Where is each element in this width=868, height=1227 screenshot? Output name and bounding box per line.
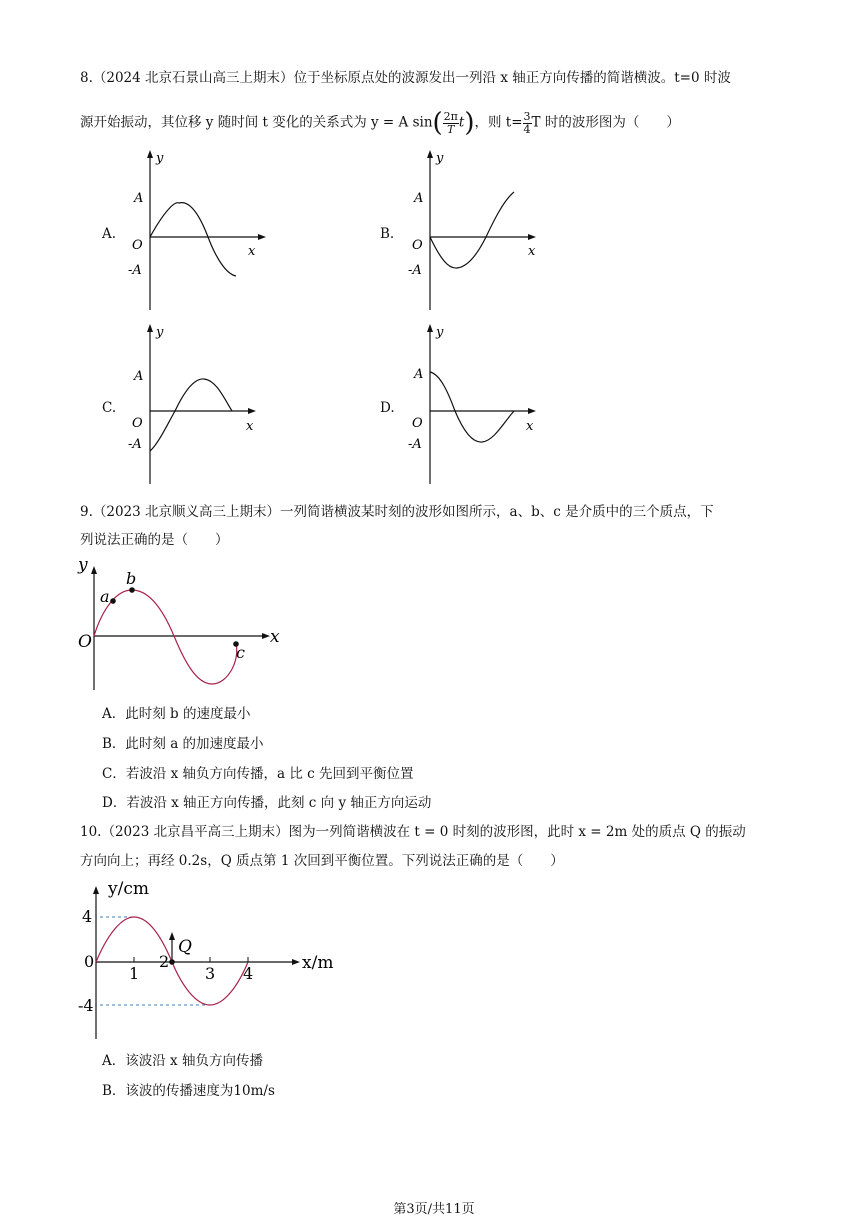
q10-line1: 10.（2023 北京昌平高三上期末）图为一列简谐横波在 t = 0 时刻的波形图，此时 x = 2m 处的质点 Q 的振动 bbox=[80, 824, 746, 840]
svg-text:O: O bbox=[412, 416, 423, 431]
svg-text:-4: -4 bbox=[78, 996, 94, 1015]
svg-text:0: 0 bbox=[84, 952, 95, 971]
svg-text:x: x bbox=[246, 419, 254, 434]
svg-text:y/cm: y/cm bbox=[108, 879, 149, 899]
q9-line2: 列说法正确的是（ ） bbox=[80, 532, 229, 548]
q8-graph-b[interactable] bbox=[400, 148, 550, 313]
svg-text:A: A bbox=[134, 369, 144, 384]
svg-text:x: x bbox=[526, 419, 534, 434]
q10-option-b[interactable]: B．该波的传播速度为10m/s bbox=[102, 1083, 275, 1099]
svg-text:A: A bbox=[414, 191, 424, 206]
q8-time-fraction: $\frac{3}{4}$ bbox=[523, 109, 531, 136]
q10-wave-figure bbox=[74, 874, 349, 1042]
wave-curve bbox=[430, 192, 514, 268]
q8-fraction: $\frac{2\pi}{T}$ bbox=[443, 109, 458, 136]
svg-text:-A: -A bbox=[408, 263, 422, 278]
page-footer: 第3页/共11页 bbox=[393, 1202, 475, 1217]
point-a-dot bbox=[110, 598, 116, 604]
svg-text:Q: Q bbox=[178, 937, 192, 957]
q9-option-b[interactable]: B．此时刻 a 的加速度最小 bbox=[102, 736, 264, 752]
q8-option-b-label[interactable]: B. bbox=[380, 226, 395, 242]
q8-graph-a[interactable] bbox=[120, 148, 270, 313]
q8-option-c-label[interactable]: C. bbox=[102, 400, 117, 416]
svg-text:O: O bbox=[132, 416, 143, 431]
svg-text:O: O bbox=[412, 238, 423, 253]
svg-text:b: b bbox=[126, 569, 137, 588]
wave-curve bbox=[94, 590, 237, 684]
svg-text:x: x bbox=[270, 627, 280, 647]
svg-text:y: y bbox=[156, 325, 164, 340]
wave-curve bbox=[430, 372, 514, 442]
svg-text:a: a bbox=[100, 587, 110, 606]
q8-option-d-label[interactable]: D. bbox=[380, 400, 395, 416]
q8-line2-prefix: 源开始振动，其位移 y 随时间 t 变化的关系式为 y = A sin bbox=[80, 114, 433, 131]
q9-wave-figure bbox=[74, 552, 289, 694]
q8-graph-d[interactable] bbox=[400, 322, 550, 487]
svg-text:y: y bbox=[78, 555, 88, 575]
svg-text:2: 2 bbox=[159, 952, 170, 971]
q8-option-a-label[interactable]: A. bbox=[102, 226, 117, 242]
point-b-dot bbox=[129, 587, 135, 593]
q8-line2-mid: ，则 t= bbox=[474, 114, 523, 131]
q8-line2-suffix: T 时的波形图为（ ） bbox=[531, 114, 680, 131]
svg-text:-A: -A bbox=[128, 437, 142, 452]
svg-text:4: 4 bbox=[82, 907, 93, 926]
q9-option-c[interactable]: C．若波沿 x 轴负方向传播，a 比 c 先回到平衡位置 bbox=[102, 766, 414, 782]
q9-option-d[interactable]: D．若波沿 x 轴正方向传播，此刻 c 向 y 轴正方向运动 bbox=[102, 795, 432, 811]
svg-text:x/m: x/m bbox=[302, 953, 334, 973]
svg-text:O: O bbox=[78, 632, 92, 652]
point-q-dot bbox=[169, 959, 175, 965]
wave-curve bbox=[150, 203, 236, 276]
svg-text:4: 4 bbox=[243, 964, 254, 983]
q10-line2: 方向向上；再经 0.2s，Q 质点第 1 次回到平衡位置。下列说法正确的是（ ） bbox=[80, 853, 564, 869]
svg-text:y: y bbox=[436, 325, 444, 340]
q8-graph-c[interactable] bbox=[120, 322, 270, 487]
wave-curve bbox=[150, 379, 232, 451]
svg-text:1: 1 bbox=[129, 964, 140, 983]
q8-line2: 源开始振动，其位移 y 随时间 t 变化的关系式为 y = A sin( $\frac{2\pi}{T}$ t)，则 t= $\frac{3}{4}$ T 时的波形图为（ ） bbox=[80, 108, 680, 138]
svg-text:y: y bbox=[156, 151, 164, 166]
svg-text:-A: -A bbox=[408, 437, 422, 452]
svg-text:y: y bbox=[436, 151, 444, 166]
svg-text:A: A bbox=[414, 367, 424, 382]
q9-line1: 9.（2023 北京顺义高三上期末）一列简谐横波某时刻的波形如图所示，a、b、c 是介质中的三个质点，下 bbox=[80, 504, 714, 520]
svg-text:-A: -A bbox=[128, 263, 142, 278]
svg-text:x: x bbox=[248, 244, 256, 259]
svg-text:O: O bbox=[132, 238, 143, 253]
q8-line1: 8.（2024 北京石景山高三上期末）位于坐标原点处的波源发出一列沿 x 轴正方向传播的简谐横波。t=0 时波 bbox=[80, 70, 731, 86]
svg-text:3: 3 bbox=[205, 964, 216, 983]
svg-text:A: A bbox=[134, 191, 144, 206]
q9-option-a[interactable]: A．此时刻 b 的速度最小 bbox=[102, 706, 251, 722]
svg-text:x: x bbox=[528, 244, 536, 259]
svg-text:c: c bbox=[236, 643, 245, 662]
q10-option-a[interactable]: A．该波沿 x 轴负方向传播 bbox=[102, 1053, 263, 1069]
